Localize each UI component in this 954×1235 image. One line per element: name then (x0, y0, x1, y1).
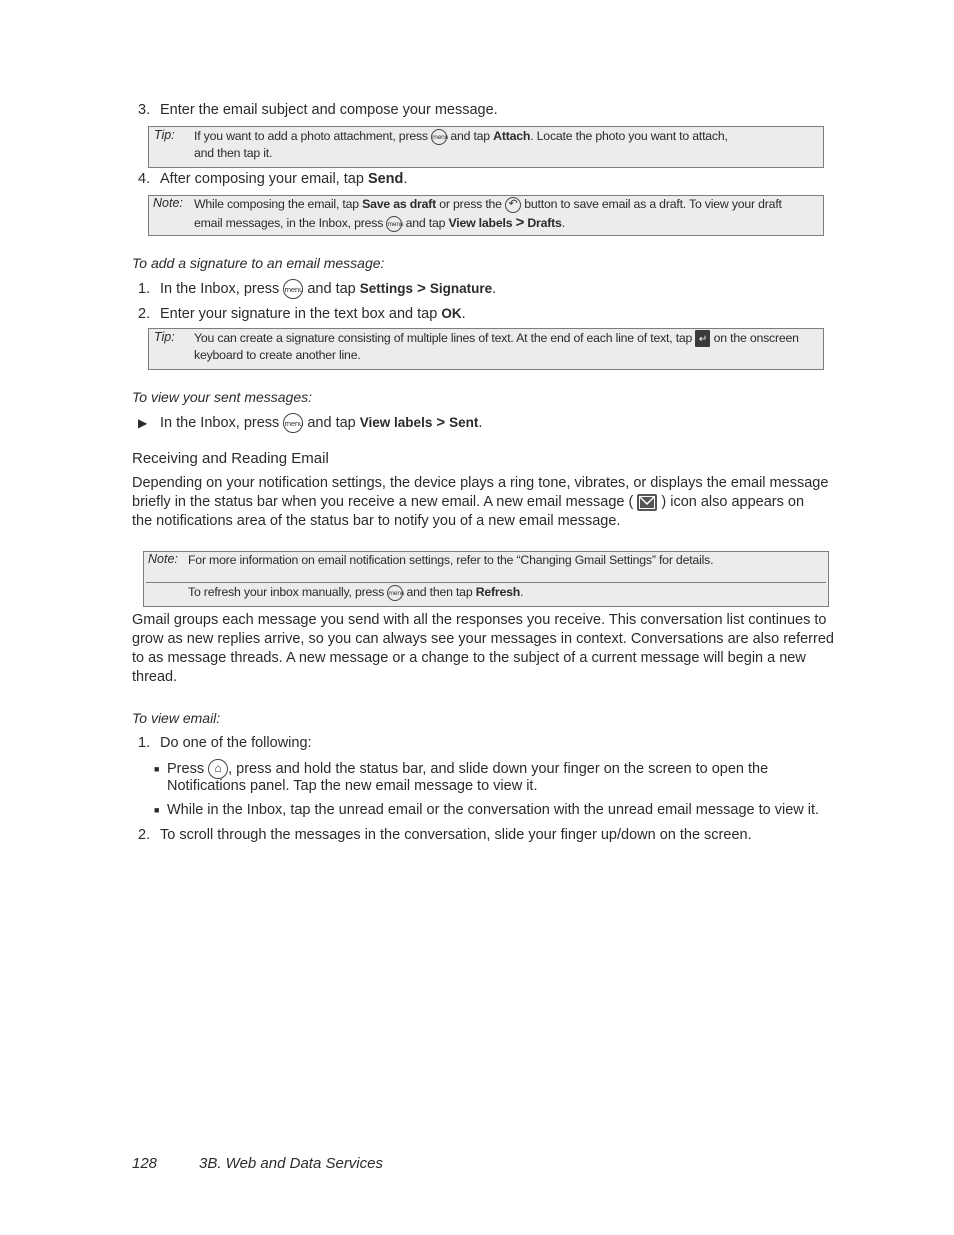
separator: > (417, 280, 426, 297)
step-text: Enter the email subject and compose your message. (160, 102, 498, 118)
punctuation: . (403, 171, 408, 187)
note-divider (146, 582, 826, 583)
bullet-text: While in the Inbox, tap the unread email or the conversation with the unread email message to view it. (167, 802, 820, 818)
step-number: 1. (138, 281, 151, 297)
tip-line-2: keyboard to create another line. (194, 348, 361, 362)
paragraph-line: to as message threads. A new message or a change to the subject of a current message will begin a new (132, 650, 806, 666)
tip-text: You can create a signature consisting of multiple lines of text. At the end of each line of text, tap (194, 331, 693, 345)
view-email-step-2 (138, 826, 752, 845)
receiving-heading: Receiving and Reading Email (132, 450, 329, 467)
note-text: and tap (405, 216, 446, 230)
tip-box-signature (148, 328, 824, 370)
arrow-bullet-icon: ▶ (138, 416, 148, 430)
sent-heading: To view your sent messages: (132, 389, 313, 405)
tip-label: Tip: (154, 330, 175, 344)
signature-label: Signature (429, 281, 493, 296)
note-text: and then tap (406, 585, 473, 599)
page-number: 128 (132, 1155, 158, 1172)
note-text: To refresh your inbox manually, press (188, 585, 385, 599)
settings-label: Settings (359, 281, 414, 296)
section-title: 3B. Web and Data Services (199, 1155, 383, 1172)
separator: > (515, 214, 525, 231)
step-4 (138, 170, 407, 189)
paragraph-line: thread. (132, 669, 178, 685)
menu-icon: menu (386, 216, 402, 232)
tip-line-2: and then tap it. (194, 146, 273, 160)
gmail-paragraph (132, 611, 842, 687)
note-line-1 (194, 196, 782, 213)
view-email-bullet-2 (154, 801, 819, 820)
tip-label: Tip: (154, 128, 175, 142)
note-label: Note: (153, 196, 183, 210)
menu-icon: menu (283, 279, 303, 299)
step-number: 3. (138, 102, 151, 118)
note-line-2 (194, 214, 565, 232)
tip-text: If you want to add a photo attachment, press (194, 129, 428, 143)
new-email-icon (637, 494, 657, 511)
sent-step (138, 413, 482, 433)
tip-box-attachment (148, 126, 824, 168)
square-bullet-icon: ■ (154, 763, 160, 774)
paragraph-line (132, 493, 842, 512)
paragraph-text: briefly in the status bar when you receive a new email. A new email message ( (132, 494, 634, 510)
separator: > (436, 414, 446, 431)
back-icon: ↶ (505, 197, 521, 213)
bullet-text: , press and hold the status bar, and slide down your finger on the screen to open the (228, 760, 769, 777)
step-number: 1. (138, 735, 151, 751)
note-box-notifications (143, 551, 829, 607)
step-text: and tap (307, 415, 356, 431)
view-email-heading: To view email: (132, 710, 221, 726)
paragraph-line: grow as new replies arrive, so you can always see your messages in context. Conversations are also referred (132, 631, 834, 647)
step-text: To scroll through the messages in the conversation, slide your finger up/down on the screen. (160, 827, 752, 843)
square-bullet-icon: ■ (154, 805, 160, 815)
punctuation: . (520, 585, 524, 599)
step-number: 2. (138, 306, 151, 322)
signature-step-2 (138, 304, 466, 324)
tip-text: on the onscreen (713, 331, 799, 345)
menu-icon: menu (431, 129, 447, 145)
note-label: Note: (148, 552, 178, 566)
note-text: email messages, in the Inbox, press (194, 216, 384, 230)
refresh-label: Refresh (475, 585, 521, 599)
note-line-1: For more information on email notification settings, refer to the “Changing Gmail Settings” for details. (188, 553, 714, 567)
view-labels-label: View labels (448, 216, 513, 230)
step-text: After composing your email, tap (160, 171, 364, 187)
punctuation: . (461, 306, 466, 322)
step-text: In the Inbox, press (160, 281, 280, 297)
step-number: 2. (138, 827, 151, 843)
home-icon: ⌂ (208, 759, 228, 779)
step-text: In the Inbox, press (160, 415, 280, 431)
step-number: 4. (138, 171, 151, 187)
tip-text: . Locate the photo you want to attach, (530, 129, 728, 143)
step-text: Enter your signature in the text box and tap (160, 306, 438, 322)
signature-step-1 (138, 279, 496, 299)
note-text: or press the (439, 197, 502, 211)
punctuation: . (478, 415, 483, 431)
note-text: button to save email as a draft. To view your draft (524, 197, 782, 211)
step-text: Do one of the following: (160, 735, 312, 751)
enter-key-icon: ↵ (695, 330, 710, 347)
view-email-bullet-1-line-2: Notifications panel. Tap the new email message to view it. (167, 778, 538, 794)
paragraph-text: ) icon also appears on (661, 494, 805, 510)
receiving-paragraph (132, 474, 842, 531)
signature-heading: To add a signature to an email message: (132, 255, 385, 271)
sent-label: Sent (449, 415, 479, 430)
note-box-draft (148, 195, 824, 236)
paragraph-line: the notifications area of the status bar to notify you of a new email message. (132, 513, 621, 529)
drafts-label: Drafts (527, 216, 562, 230)
ok-label: OK (441, 306, 462, 321)
tip-text: and tap (450, 129, 490, 143)
step-text: and tap (307, 281, 356, 297)
send-label: Send (367, 171, 404, 187)
tip-line-1 (194, 330, 799, 347)
attach-label: Attach (493, 129, 531, 143)
note-text: While composing the email, tap (194, 197, 359, 211)
note-line-2 (188, 584, 523, 601)
step-3 (138, 101, 498, 120)
menu-icon: menu (387, 585, 403, 601)
paragraph-line: Depending on your notification settings, the device plays a ring tone, vibrates, or displays the email message (132, 475, 829, 491)
view-email-step-1 (138, 734, 312, 753)
punctuation: . (492, 281, 497, 297)
view-email-bullet-1 (154, 759, 768, 779)
punctuation: . (561, 216, 565, 230)
paragraph-line: Gmail groups each message you send with all the responses you receive. This conversation list continues to (132, 612, 827, 628)
bullet-text: Press (167, 760, 205, 777)
view-labels-label: View labels (359, 415, 433, 430)
save-as-draft-label: Save as draft (362, 197, 437, 211)
tip-line-1 (194, 128, 728, 145)
menu-icon: menu (283, 413, 303, 433)
